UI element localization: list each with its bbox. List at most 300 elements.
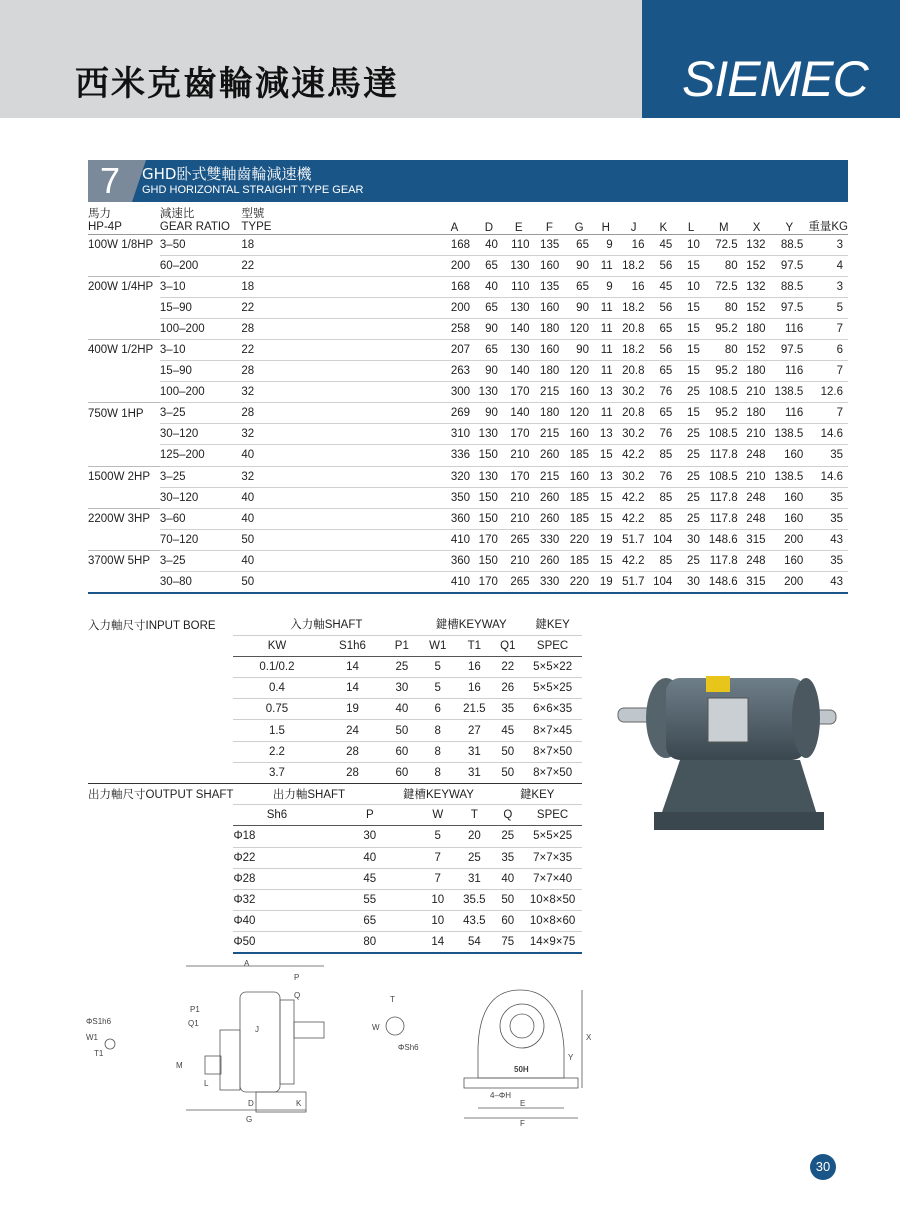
spec-header-cell: E	[503, 204, 535, 234]
spec-table-row	[88, 297, 848, 318]
shaft-cell: 5	[419, 826, 456, 847]
label-x: X	[586, 1033, 592, 1042]
label-a: A	[244, 960, 250, 968]
shaft-cell: 1.5	[233, 720, 320, 741]
spec-cell: 16	[618, 276, 650, 297]
spec-cell: 43	[808, 572, 848, 593]
label-t: T	[390, 995, 395, 1004]
spec-cell: 150	[475, 445, 503, 466]
spec-header-cell: M	[705, 204, 743, 234]
spec-cell: 3–25	[160, 466, 241, 487]
spec-cell: 215	[535, 382, 565, 403]
label-p1: P1	[190, 1005, 200, 1014]
shaft-cell	[88, 720, 233, 741]
shaft-row	[88, 889, 582, 910]
spec-cell: 13	[594, 466, 618, 487]
spec-cell: 207	[434, 339, 475, 360]
spec-cell: 210	[503, 508, 535, 529]
spec-cell: 260	[535, 550, 565, 571]
shaft-cell: 5×5×25	[523, 678, 582, 699]
spec-cell: 22	[241, 339, 433, 360]
spec-cell: 19	[594, 572, 618, 593]
spec-cell: 220	[564, 572, 594, 593]
label-k: K	[296, 1099, 302, 1108]
spec-cell: 15	[677, 255, 705, 276]
spec-cell: 7	[808, 361, 848, 382]
spec-cell: 40	[475, 234, 503, 255]
shaft-cell: 16	[456, 656, 492, 677]
spec-cell: 30.2	[618, 466, 650, 487]
spec-cell: 140	[503, 318, 535, 339]
spec-cell: 330	[535, 572, 565, 593]
section-title-en: GHD HORIZONTAL STRAIGHT TYPE GEAR	[142, 184, 364, 196]
spec-cell: 135	[535, 234, 565, 255]
shaft-cell: 6×6×35	[523, 699, 582, 720]
shaft-cell: Φ28	[233, 868, 320, 889]
spec-cell: 28	[241, 403, 433, 424]
spec-cell: 40	[241, 550, 433, 571]
spec-cell: 108.5	[705, 382, 743, 403]
spec-cell: 18	[241, 276, 433, 297]
spec-cell: 28	[241, 318, 433, 339]
spec-cell: 10	[677, 276, 705, 297]
shaft-cell: 出力軸SHAFT	[233, 784, 384, 805]
shaft-row	[88, 656, 582, 677]
spec-cell: 248	[743, 550, 771, 571]
spec-cell: 117.8	[705, 445, 743, 466]
label-m: M	[176, 1061, 183, 1070]
spec-cell: 20.8	[618, 361, 650, 382]
shaft-cell: 入力軸SHAFT	[290, 619, 363, 632]
shaft-cell: 5	[419, 656, 456, 677]
spec-cell: 108.5	[705, 466, 743, 487]
spec-cell: 180	[743, 403, 771, 424]
shaft-cell: 40	[385, 699, 420, 720]
spec-cell: 160	[770, 508, 808, 529]
shaft-cell: 6	[419, 699, 456, 720]
shaft-cell: 7	[419, 847, 456, 868]
spec-cell: 170	[503, 424, 535, 445]
spec-cell: 168	[434, 276, 475, 297]
spec-cell: 15	[594, 550, 618, 571]
spec-cell: 30	[677, 572, 705, 593]
spec-cell: 170	[503, 466, 535, 487]
shaft-cell: 7	[419, 868, 456, 889]
hp-cell: 750W 1HP	[88, 403, 160, 424]
spec-cell: 130	[475, 424, 503, 445]
shaft-cell: Φ18	[233, 826, 320, 847]
shaft-cell: 14	[419, 932, 456, 953]
spec-cell: 104	[649, 529, 677, 550]
shaft-cell: 40	[492, 868, 523, 889]
spec-cell: 160	[535, 297, 565, 318]
spec-cell: 15	[677, 403, 705, 424]
spec-cell: 117.8	[705, 550, 743, 571]
shaft-cell: 14×9×75	[523, 932, 582, 953]
spec-cell: 11	[594, 339, 618, 360]
spec-cell: 152	[743, 339, 771, 360]
shaft-cell: W1	[419, 635, 456, 656]
gear-motor-photo	[610, 650, 850, 840]
shaft-cell: 7×7×35	[523, 847, 582, 868]
spec-cell: 30–80	[160, 572, 241, 593]
shaft-cell	[88, 699, 233, 720]
label-l: L	[204, 1079, 209, 1088]
spec-header-cell: F	[535, 204, 565, 234]
spec-cell: 97.5	[770, 339, 808, 360]
spec-cell: 160	[564, 382, 594, 403]
spec-cell: 18.2	[618, 297, 650, 318]
spec-header-cell: L	[677, 204, 705, 234]
spec-cell: 42.2	[618, 445, 650, 466]
hp-cell: 3700W 5HP	[88, 550, 160, 571]
spec-cell: 90	[564, 339, 594, 360]
label-q1: Q1	[188, 1019, 199, 1028]
spec-cell: 117.8	[705, 487, 743, 508]
shaft-cell: 50	[492, 762, 523, 783]
shaft-group-header	[88, 784, 582, 805]
spec-cell: 132	[743, 276, 771, 297]
shaft-cell: 50	[385, 720, 420, 741]
spec-cell: 130	[475, 466, 503, 487]
spec-cell: 152	[743, 297, 771, 318]
spec-cell: 248	[743, 487, 771, 508]
spec-cell: 65	[564, 276, 594, 297]
spec-cell: 15	[677, 361, 705, 382]
shaft-cell: 8×7×45	[523, 720, 582, 741]
spec-cell: 32	[241, 466, 433, 487]
spec-cell: 210	[743, 424, 771, 445]
spec-cell: 15–90	[160, 361, 241, 382]
spec-cell: 210	[503, 487, 535, 508]
shaft-cell: 25	[492, 826, 523, 847]
page-title: 西米克齒輪減速馬達	[75, 64, 399, 104]
spec-cell: 150	[475, 550, 503, 571]
spec-cell: 320	[434, 466, 475, 487]
spec-cell: 360	[434, 508, 475, 529]
spec-cell: 7	[808, 318, 848, 339]
spec-header-cell: 重量KG	[808, 204, 848, 234]
shaft-cell: 60	[492, 911, 523, 932]
label-y: Y	[568, 1053, 574, 1062]
spec-cell: 130	[503, 339, 535, 360]
hp-cell: 100W 1/8HP	[88, 234, 160, 255]
shaft-cell: 28	[320, 762, 384, 783]
shaft-cell: 8	[419, 741, 456, 762]
spec-cell: 265	[503, 572, 535, 593]
spec-table-row	[88, 466, 848, 487]
spec-cell: 65	[649, 403, 677, 424]
shaft-col-header	[88, 805, 582, 826]
spec-table-row	[88, 529, 848, 550]
spec-cell: 11	[594, 403, 618, 424]
spec-cell: 10	[677, 234, 705, 255]
spec-cell: 3–60	[160, 508, 241, 529]
shaft-table	[88, 614, 582, 954]
spec-cell: 116	[770, 403, 808, 424]
spec-table-row	[88, 445, 848, 466]
shaft-cell: 10	[419, 911, 456, 932]
spec-cell: 260	[535, 508, 565, 529]
hp-cell	[88, 297, 160, 318]
shaft-cell	[88, 911, 233, 932]
spec-cell: 140	[503, 403, 535, 424]
shaft-cell: W	[419, 805, 456, 826]
shaft-cell: 16	[456, 678, 492, 699]
spec-cell: 15–90	[160, 297, 241, 318]
spec-table-header	[88, 204, 848, 234]
hp-cell	[88, 487, 160, 508]
spec-cell: 100–200	[160, 318, 241, 339]
spec-table-row	[88, 255, 848, 276]
spec-cell: 3	[808, 234, 848, 255]
spec-cell: 258	[434, 318, 475, 339]
shaft-cell: 50	[492, 741, 523, 762]
spec-cell: 65	[649, 318, 677, 339]
shaft-cell: 出力軸尺寸OUTPUT SHAFT	[88, 784, 233, 805]
shaft-cell: 22	[492, 656, 523, 677]
spec-table-body	[88, 234, 848, 593]
spec-cell: 25	[677, 424, 705, 445]
spec-header-cell: A	[434, 204, 475, 234]
spec-cell: 11	[594, 318, 618, 339]
shaft-cell: T1	[456, 635, 492, 656]
spec-cell: 85	[649, 508, 677, 529]
spec-cell: 180	[743, 318, 771, 339]
shaft-cell: 75	[492, 932, 523, 953]
spec-cell: 9	[594, 234, 618, 255]
spec-cell: 80	[705, 339, 743, 360]
spec-table-row	[88, 318, 848, 339]
spec-table-row	[88, 276, 848, 297]
shaft-cell	[88, 932, 233, 953]
spec-cell: 3–50	[160, 234, 241, 255]
spec-header-cell: J	[618, 204, 650, 234]
spec-table-row	[88, 550, 848, 571]
spec-cell: 80	[705, 255, 743, 276]
shaft-cell: 24	[320, 720, 384, 741]
spec-cell: 65	[564, 234, 594, 255]
spec-cell: 30.2	[618, 424, 650, 445]
label-w1: W1	[86, 1033, 98, 1042]
spec-cell: 85	[649, 487, 677, 508]
hp-cell: 400W 1/2HP	[88, 339, 160, 360]
hp-cell	[88, 572, 160, 593]
shaft-cell: 55	[320, 889, 419, 910]
spec-cell: 90	[475, 403, 503, 424]
label-w: W	[372, 1023, 380, 1032]
spec-cell: 260	[535, 445, 565, 466]
shaft-cell: 2.2	[233, 741, 320, 762]
shaft-cell: 10×8×60	[523, 911, 582, 932]
spec-cell: 95.2	[705, 403, 743, 424]
label-h: 4–ΦH	[490, 1091, 512, 1100]
spec-cell: 138.5	[770, 466, 808, 487]
hp-cell	[88, 318, 160, 339]
spec-cell: 180	[535, 318, 565, 339]
label-s1h6: ΦS1h6	[86, 1017, 112, 1026]
spec-cell: 160	[564, 466, 594, 487]
spec-cell: 180	[743, 361, 771, 382]
spec-cell: 56	[649, 339, 677, 360]
spec-cell: 220	[564, 529, 594, 550]
spec-cell: 45	[649, 276, 677, 297]
shaft-cell: 5	[419, 678, 456, 699]
shaft-cell: 54	[456, 932, 492, 953]
shaft-cell: Φ50	[233, 932, 320, 953]
spec-cell: 168	[434, 234, 475, 255]
shaft-row	[88, 762, 582, 783]
spec-cell: 65	[475, 339, 503, 360]
spec-header-cell: K	[649, 204, 677, 234]
shaft-row	[88, 932, 582, 953]
brand-block	[642, 0, 900, 118]
label-p: P	[294, 973, 300, 982]
label-t1: T1	[94, 1049, 104, 1058]
spec-cell: 60–200	[160, 255, 241, 276]
spec-cell: 160	[535, 255, 565, 276]
spec-cell: 120	[564, 403, 594, 424]
spec-cell: 25	[677, 487, 705, 508]
shaft-cell: 8	[419, 720, 456, 741]
spec-cell: 3	[808, 276, 848, 297]
spec-table-row	[88, 339, 848, 360]
spec-cell: 22	[241, 297, 433, 318]
spec-table-row	[88, 403, 848, 424]
spec-cell: 185	[564, 550, 594, 571]
shaft-cell: 31	[456, 868, 492, 889]
shaft-cell: Φ32	[233, 889, 320, 910]
shaft-cell	[88, 889, 233, 910]
shaft-cell: 28	[320, 741, 384, 762]
spec-cell: 263	[434, 361, 475, 382]
spec-cell: 116	[770, 361, 808, 382]
spec-cell: 42.2	[618, 508, 650, 529]
spec-cell: 15	[594, 487, 618, 508]
spec-cell: 19	[594, 529, 618, 550]
spec-cell: 170	[503, 382, 535, 403]
spec-table-row	[88, 572, 848, 593]
spec-cell: 15	[677, 318, 705, 339]
spec-cell: 185	[564, 445, 594, 466]
shaft-cell: 21.5	[456, 699, 492, 720]
spec-cell: 200	[770, 529, 808, 550]
spec-cell: 18.2	[618, 339, 650, 360]
spec-cell: 152	[743, 255, 771, 276]
shaft-cell: 5×5×25	[523, 826, 582, 847]
spec-cell: 150	[475, 487, 503, 508]
shaft-cell	[88, 678, 233, 699]
spec-cell: 85	[649, 550, 677, 571]
shaft-cell: 3.7	[233, 762, 320, 783]
shaft-cell: 8	[419, 762, 456, 783]
spec-cell: 90	[475, 361, 503, 382]
spec-header-cell: H	[594, 204, 618, 234]
spec-cell: 160	[770, 550, 808, 571]
section-title-cn: GHD卧式雙軸齒輪減速機	[142, 165, 312, 183]
shaft-row	[88, 720, 582, 741]
label-model: 50H	[514, 1065, 529, 1074]
spec-cell: 90	[564, 297, 594, 318]
spec-cell: 13	[594, 424, 618, 445]
spec-cell: 20.8	[618, 318, 650, 339]
spec-cell: 15	[677, 339, 705, 360]
shaft-cell: KW	[233, 635, 320, 656]
shaft-cell: 14	[320, 656, 384, 677]
shaft-row	[88, 741, 582, 762]
hp-cell: 1500W 2HP	[88, 466, 160, 487]
hp-cell	[88, 255, 160, 276]
shaft-cell: Q	[492, 805, 523, 826]
spec-cell: 132	[743, 234, 771, 255]
spec-cell: 248	[743, 445, 771, 466]
spec-cell: 110	[503, 234, 535, 255]
shaft-cell: 10	[419, 889, 456, 910]
hp-cell	[88, 424, 160, 445]
spec-cell: 76	[649, 424, 677, 445]
shaft-cell: 26	[492, 678, 523, 699]
shaft-cell: 45	[320, 868, 419, 889]
spec-cell: 200	[434, 255, 475, 276]
spec-cell: 30.2	[618, 382, 650, 403]
shaft-cell: 入力軸尺寸INPUT BORE	[88, 619, 216, 632]
spec-cell: 70–120	[160, 529, 241, 550]
shaft-cell: P1	[385, 635, 420, 656]
spec-cell: 116	[770, 318, 808, 339]
spec-cell: 42.2	[618, 550, 650, 571]
shaft-cell: 60	[385, 741, 420, 762]
spec-cell: 95.2	[705, 318, 743, 339]
spec-cell: 130	[503, 297, 535, 318]
spec-cell: 260	[535, 487, 565, 508]
page-number: 30	[810, 1154, 836, 1180]
spec-header-cell: D	[475, 204, 503, 234]
spec-cell: 120	[564, 361, 594, 382]
shaft-cell: 10×8×50	[523, 889, 582, 910]
spec-cell: 85	[649, 445, 677, 466]
spec-table-row	[88, 382, 848, 403]
spec-cell: 210	[503, 550, 535, 571]
spec-cell: 40	[241, 445, 433, 466]
spec-cell: 76	[649, 382, 677, 403]
spec-cell: 410	[434, 572, 475, 593]
spec-cell: 97.5	[770, 297, 808, 318]
spec-cell: 125–200	[160, 445, 241, 466]
spec-header-cell: G	[564, 204, 594, 234]
spec-cell: 315	[743, 572, 771, 593]
spec-cell: 25	[677, 382, 705, 403]
spec-cell: 30	[677, 529, 705, 550]
spec-cell: 148.6	[705, 529, 743, 550]
spec-cell: 248	[743, 508, 771, 529]
spec-cell: 160	[770, 445, 808, 466]
shaft-cell: 35	[492, 847, 523, 868]
shaft-cell: 35	[492, 699, 523, 720]
shaft-cell	[88, 762, 233, 783]
label-sh6: ΦSh6	[398, 1043, 419, 1052]
spec-cell: 45	[649, 234, 677, 255]
shaft-cell: 鍵槽KEYWAY	[385, 784, 493, 805]
label-e: E	[520, 1099, 526, 1108]
spec-cell: 148.6	[705, 572, 743, 593]
shaft-row	[88, 847, 582, 868]
shaft-cell	[88, 826, 233, 847]
spec-cell: 72.5	[705, 276, 743, 297]
shaft-cell: Φ22	[233, 847, 320, 868]
shaft-cell: 0.4	[233, 678, 320, 699]
hp-cell	[88, 445, 160, 466]
spec-table-row	[88, 361, 848, 382]
